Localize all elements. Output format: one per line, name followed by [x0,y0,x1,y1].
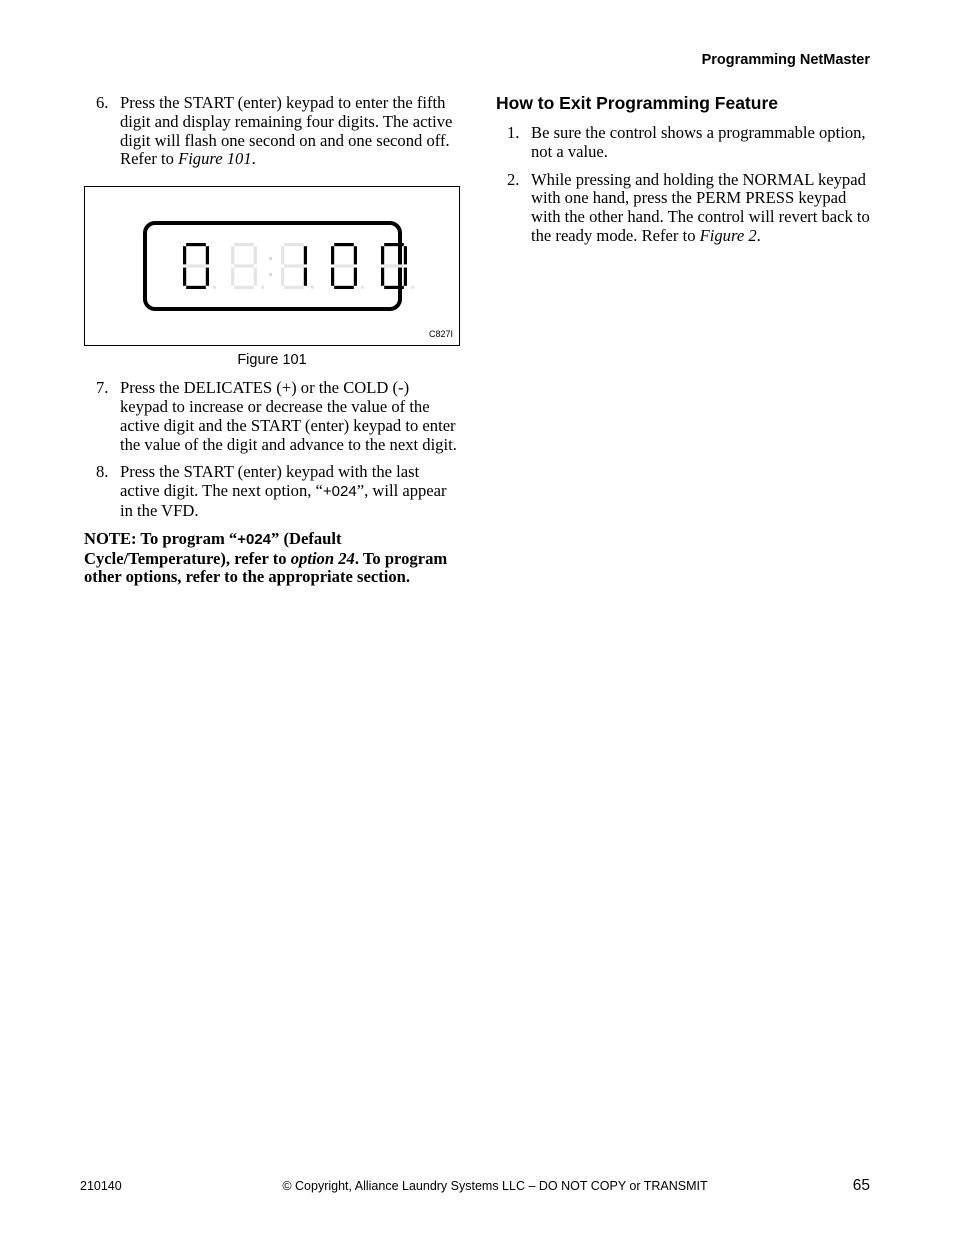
figure-101-vfd-display [84,186,460,346]
option-reference[interactable]: option 24 [290,548,355,568]
step-text: Press the DELICATES (+) or the COLD (-) keypad to increase or decrease the value of the active digit and the START (enter) keypad to enter the value of the digit and advance to the next digit. [120,378,457,454]
option-code: +024 [237,530,272,548]
running-header: Programming NetMaster [701,52,870,68]
exit-step-1 [496,124,874,162]
step-text: Press the START (enter) keypad with the last active digit. The next option, “+024”, will appear in the VFD. [120,462,447,520]
vfd-colon-dot [269,257,272,260]
step-text: While pressing and holding the NORMAL keypad with one hand, press the PERM PRESS keypad with the other hand. The control will revert back to the ready mode. Refer to Figure 2. [531,169,870,245]
figure-reference[interactable]: Figure 2 [699,225,757,245]
step-number: 8. [96,462,109,482]
step-number: 6. [96,93,109,112]
page-footer [80,1177,870,1197]
right-column [496,93,874,255]
document-number: 210140 [80,1179,122,1193]
step-number: 2. [507,169,520,189]
vfd-digit [331,243,364,289]
exit-step-2 [496,171,874,246]
step-text: Be sure the control shows a programmable option, not a value. [531,123,866,161]
vfd-digit [183,243,216,289]
vfd-digit [381,243,414,289]
figure-caption: Figure 101 [237,352,307,369]
step-number: 7. [96,378,109,398]
section-heading: How to Exit Programming Feature [496,93,778,113]
vfd-digit [231,243,264,289]
note: NOTE: To program “+024” (Default Cycle/Temperature), refer to option 24. To program other options, refer to the appropriate section. [84,528,448,587]
option-code: +024 [322,483,357,501]
vfd-digit [281,243,314,289]
page-number: 65 [852,1177,870,1194]
figure-reference[interactable]: Figure 101 [178,149,252,169]
step-text: Press the START (enter) keypad to enter the fifth digit and display remaining four digits. The active digit will flash one second on and one second off. Refer to Figure 101. [120,93,453,169]
figure-code: C827I [428,329,453,340]
copyright-notice: © Copyright, Alliance Laundry Systems LLC – DO NOT COPY or TRANSMIT [282,1179,708,1193]
step-8 [84,463,460,520]
step-number: 1. [507,123,520,142]
step-6 [84,94,460,169]
step-7 [84,379,460,454]
vfd-display-illustration [85,187,459,345]
left-column [84,94,460,587]
vfd-digits [183,243,414,289]
vfd-colon-dot [269,273,272,276]
